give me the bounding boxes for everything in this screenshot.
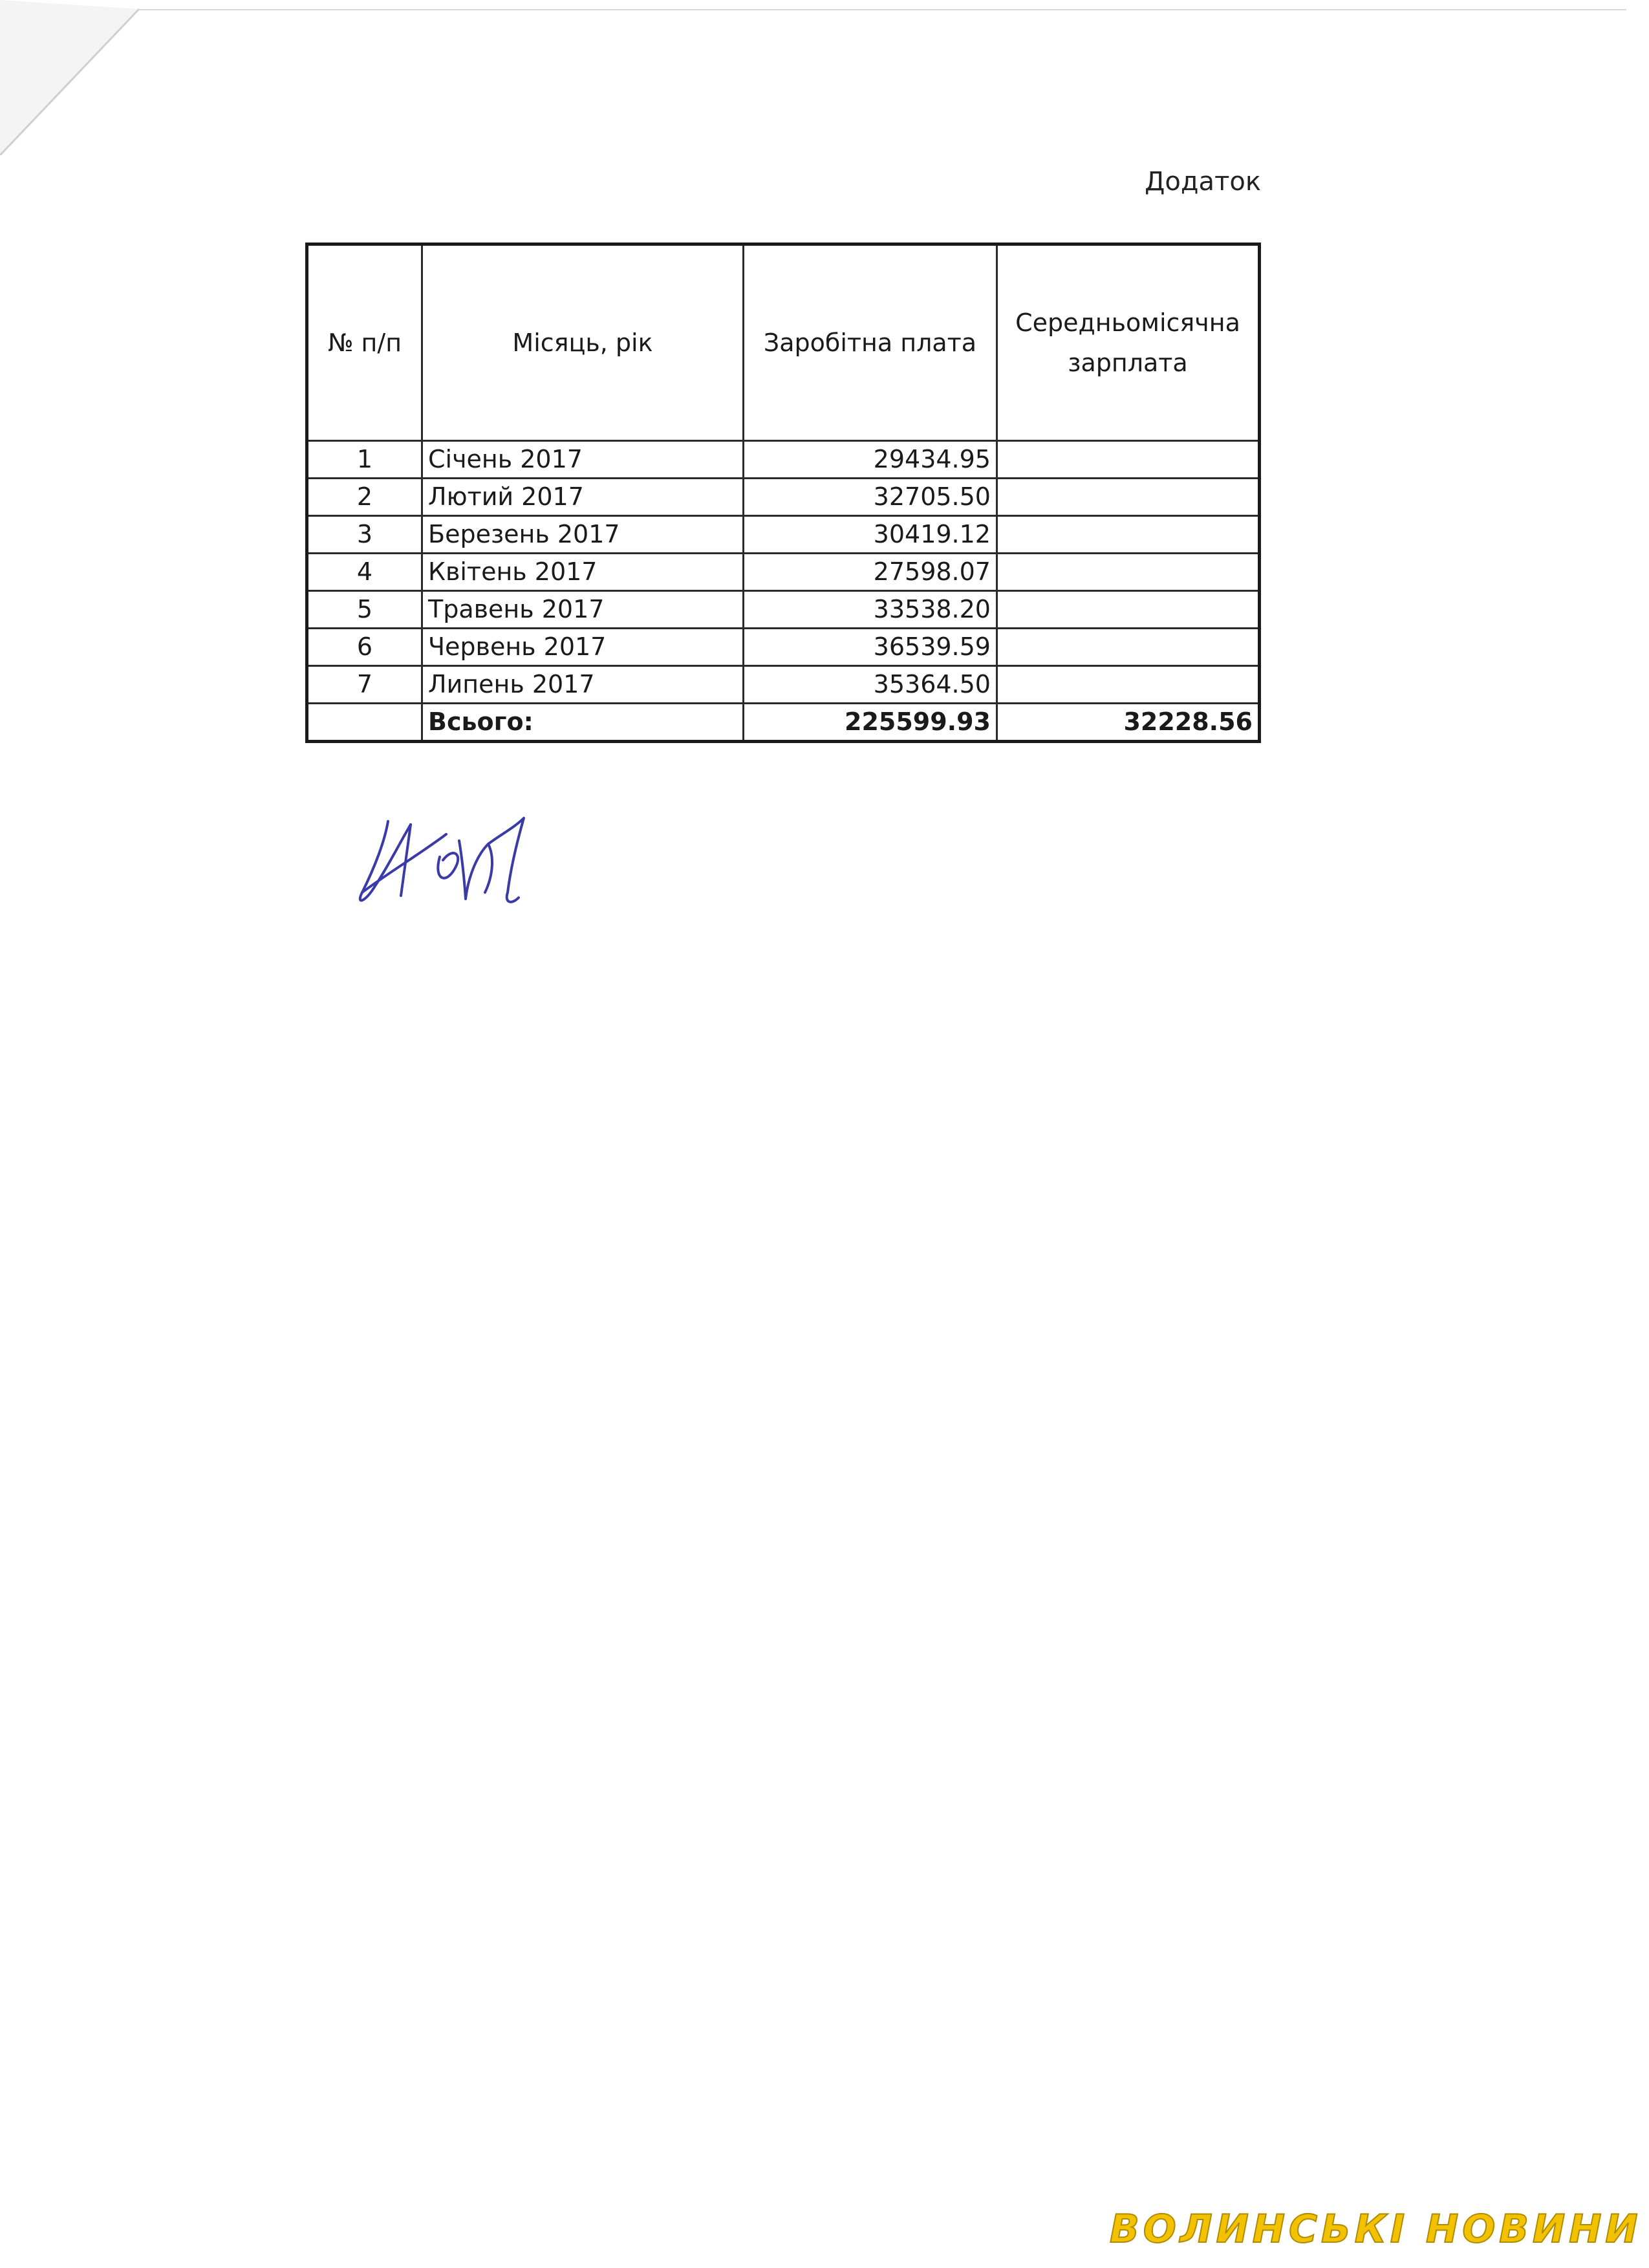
table-row	[307, 441, 1260, 479]
row-number: 1	[307, 441, 422, 479]
row-number: 2	[307, 479, 422, 516]
signature-image	[349, 795, 563, 912]
row-salary: 36539.59	[744, 629, 997, 666]
row-number: 7	[307, 666, 422, 704]
row-number: 3	[307, 516, 422, 554]
row-month: Квітень 2017	[422, 554, 744, 591]
row-month: Липень 2017	[422, 666, 744, 704]
col-header-number: № п/п	[307, 244, 422, 441]
row-month: Лютий 2017	[422, 479, 744, 516]
row-month: Травень 2017	[422, 591, 744, 629]
salary-table	[305, 243, 1261, 743]
page-edge	[139, 9, 1626, 10]
row-salary: 29434.95	[744, 441, 997, 479]
total-number	[307, 704, 422, 742]
addendum-label: Додаток	[1145, 167, 1261, 197]
total-label: Всього:	[422, 704, 744, 742]
row-number: 5	[307, 591, 422, 629]
table-row	[307, 629, 1260, 666]
row-month: Березень 2017	[422, 516, 744, 554]
row-average	[997, 591, 1260, 629]
table-header-row	[307, 244, 1260, 441]
row-salary: 27598.07	[744, 554, 997, 591]
row-salary: 33538.20	[744, 591, 997, 629]
row-average	[997, 666, 1260, 704]
row-salary: 30419.12	[744, 516, 997, 554]
col-header-salary: Заробітна плата	[744, 244, 997, 441]
row-number: 4	[307, 554, 422, 591]
row-month: Січень 2017	[422, 441, 744, 479]
row-average	[997, 479, 1260, 516]
table-row	[307, 666, 1260, 704]
total-salary: 225599.93	[744, 704, 997, 742]
table-row	[307, 554, 1260, 591]
table-row	[307, 591, 1260, 629]
row-average	[997, 516, 1260, 554]
table-total-row	[307, 704, 1260, 742]
row-average	[997, 629, 1260, 666]
col-header-average: Середньомісячна зарплата	[997, 244, 1260, 441]
row-average	[997, 554, 1260, 591]
col-header-month: Місяць, рік	[422, 244, 744, 441]
folded-corner	[0, 0, 142, 155]
total-average: 32228.56	[997, 704, 1260, 742]
table-row	[307, 479, 1260, 516]
row-month: Червень 2017	[422, 629, 744, 666]
row-number: 6	[307, 629, 422, 666]
row-salary: 32705.50	[744, 479, 997, 516]
row-average	[997, 441, 1260, 479]
newspaper-logo: ВОЛИНСЬКІ НОВИНИ	[1110, 2207, 1642, 2252]
table-row	[307, 516, 1260, 554]
row-salary: 35364.50	[744, 666, 997, 704]
